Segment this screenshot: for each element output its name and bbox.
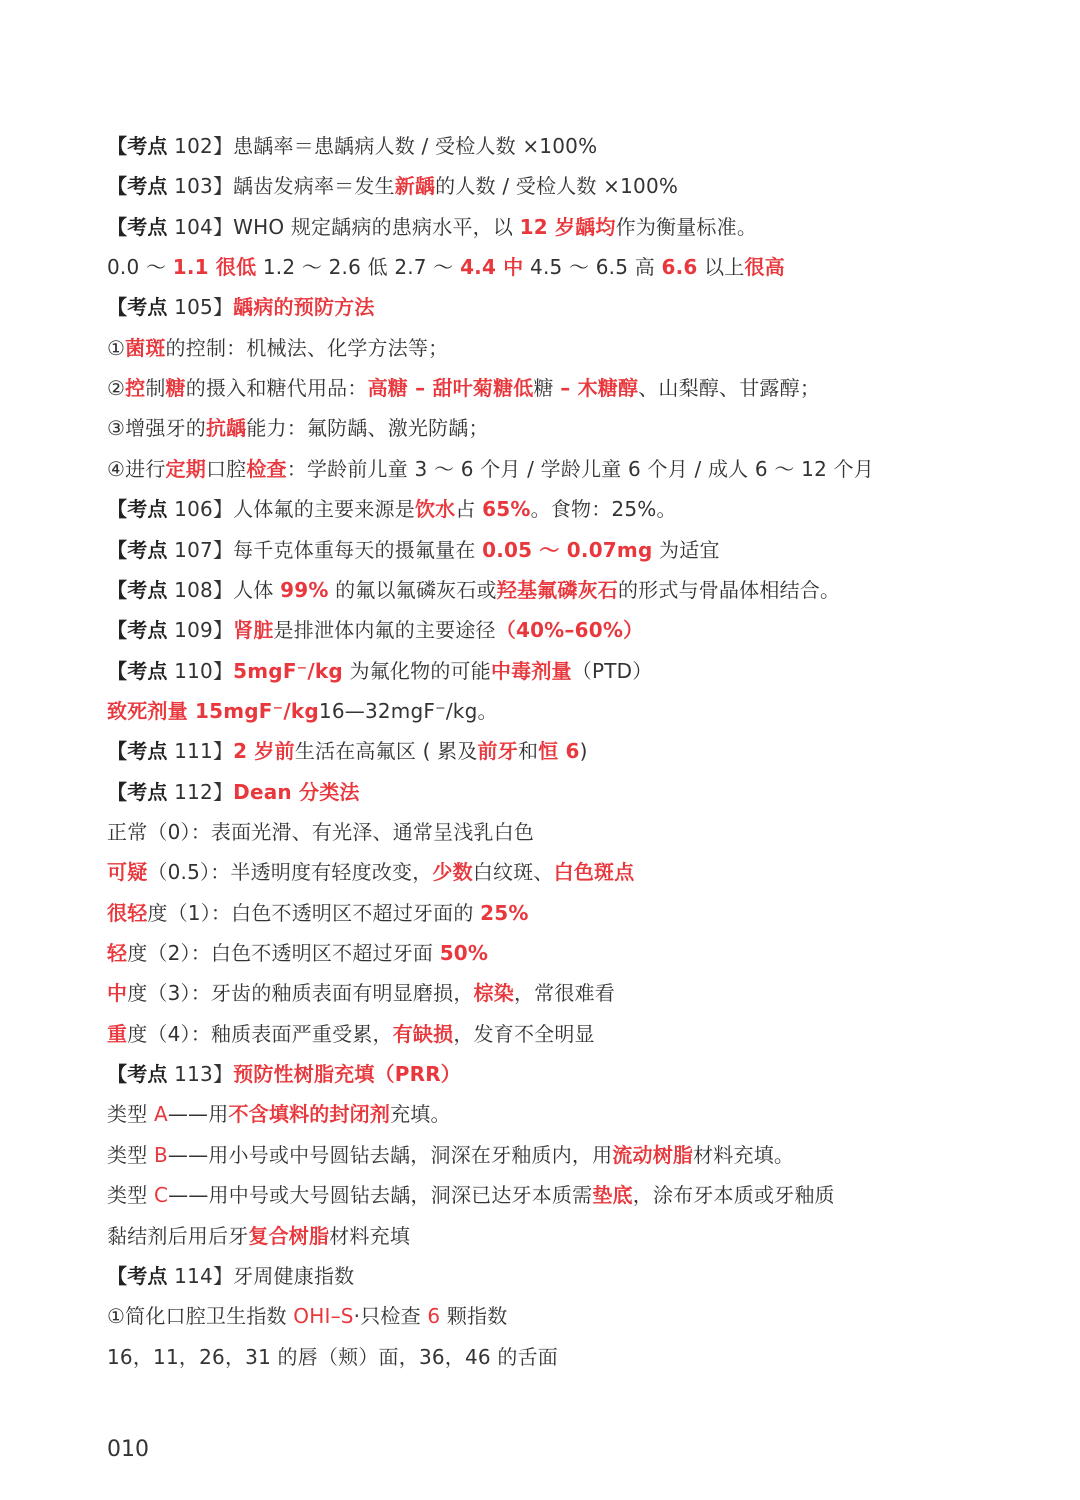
highlight-text: 少数 [432,860,473,885]
text-line [107,1262,354,1290]
body-text: 103】龋齿发病率＝发生 [167,174,395,199]
body-text: 占 [455,497,483,522]
highlight-text: 重 [107,1021,128,1046]
highlight-text: 高糖 – 甜叶菊糖低 [367,376,534,401]
topic-label: 【考点 [107,174,168,199]
highlight-text: 中毒剂量 [490,658,572,683]
highlight-text: 菌斑 [125,335,166,360]
text-line [107,455,874,483]
body-text: （0.5）：半透明度有轻度改变， [147,860,433,885]
highlight-text: 定期 [165,456,206,481]
highlight-text: 12 岁龋均 [519,214,616,239]
highlight-text: 复合树脂 [248,1223,330,1248]
body-text: 的氟以氟磷灰石或 [328,577,497,602]
text-line [107,253,785,281]
text-line [107,1060,461,1088]
body-text: 作为衡量标准。 [615,214,758,239]
highlight-text: 抗龋 [205,416,247,441]
highlight-text: OHI–S [293,1304,354,1329]
body-text: 107】每千克体重每天的摄氟量在 [167,537,483,562]
highlight-text: A [153,1102,168,1127]
text-line [107,1222,410,1250]
highlight-text: – 木糖醇 [560,376,639,401]
body-text: 类型 [107,1102,154,1127]
topic-label: 【考点 [107,537,168,562]
highlight-text: 6 [427,1304,441,1329]
topic-label: 【考点 [107,779,168,804]
body-text: ——用 [167,1102,229,1127]
body-text: 0.0 ～ [107,255,173,280]
text-line [107,374,820,402]
body-text: 16，11，26，31 的唇（颊）面，36，46 的舌面 [107,1344,559,1369]
highlight-text: 轻 [107,941,128,965]
body-text: 113】 [167,1062,234,1087]
highlight-text: 65% [482,497,531,522]
body-text: 的形式与骨晶体相结合。 [617,577,841,602]
body-text: 为氟化物的可能 [342,658,491,683]
text-line [107,213,757,241]
highlight-text: C [153,1183,169,1208]
body-text: 102】患龋率＝患龋病人数 / 受检人数 ×100% [167,134,598,158]
body-text: 白纹斑、 [472,860,554,885]
topic-label: 【考点 [107,214,168,239]
body-text: ·只检查 [353,1304,428,1329]
highlight-text: 控 [125,376,146,401]
body-text: 度（1）：白色不透明区不超过牙面的 [147,900,481,925]
body-text: 的人数 / 受检人数 ×100% [435,174,679,199]
highlight-text: 5mgF⁻/kg [233,658,343,683]
highlight-text: 99% [280,577,329,602]
body-text: 黏结剂后用后牙 [107,1223,249,1248]
body-text: ① [107,335,126,360]
body-text: 材料充填 [329,1223,411,1248]
body-text: 能力：氟防龋、激光防龋； [246,416,489,441]
topic-label: 【考点 [107,497,168,522]
highlight-text: 前牙 [477,739,518,764]
text-line [107,495,677,523]
body-text: 材料充填。 [693,1142,795,1167]
body-text: 度（3）：牙齿的釉质表面有明显磨损， [127,981,474,1006]
highlight-text: 2 岁前 [233,739,295,764]
body-text: 105】 [167,295,234,320]
text-line [107,1302,508,1330]
text-line [107,1343,558,1371]
highlight-text: 白色斑点 [553,860,635,885]
topic-label: 【考点 [107,577,168,602]
topic-label: 【考点 [107,1062,168,1087]
highlight-text: 很高 [744,255,785,280]
text-line [107,334,448,362]
highlight-text: 龋病的预防方法 [233,295,375,320]
body-text: 114】牙周健康指数 [167,1263,355,1288]
highlight-text: 很轻 [107,900,148,925]
body-text: 类型 [107,1183,154,1208]
body-text: 108】人体 [167,577,281,602]
body-text: ①简化口腔卫生指数 [107,1304,294,1329]
highlight-text: 预防性树脂充填（PRR） [233,1062,461,1087]
body-text: ，涂布牙本质或牙釉质 [632,1183,835,1208]
body-text: ) [579,739,588,764]
topic-label: 【考点 [107,134,168,158]
body-text: 充填。 [390,1102,451,1127]
text-line [107,1141,794,1169]
highlight-text: 6.6 [661,255,698,280]
body-text: 109】 [167,618,234,643]
body-text: 口腔 [205,456,247,481]
body-text: 4.5 ～ 6.5 高 [523,255,662,280]
body-text: 112】 [167,779,234,804]
highlight-text: Dean 分类法 [233,779,360,804]
body-text: 为适宜 [652,537,720,562]
text-line [107,616,643,644]
body-text: 糖 [533,376,561,401]
body-text: 度（4）：釉质表面严重受累， [127,1021,393,1046]
body-text: 的摄入和糖代用品： [185,376,368,401]
text-line [107,414,489,442]
body-text: 制 [145,376,166,401]
body-text: 104】WHO 规定龋病的患病水平，以 [167,214,520,239]
body-text: 颗指数 [440,1304,508,1329]
highlight-text: 新龋 [394,174,436,199]
topic-label: 【考点 [107,739,168,764]
text-line [107,293,375,321]
body-text: 度（2）：白色不透明区不超过牙面 [127,941,440,965]
body-text: 生活在高氟区 ( 累及 [294,739,478,764]
highlight-text: 25% [480,900,529,925]
text-line [107,858,634,886]
topic-label: 【考点 [107,618,168,643]
highlight-text: 50% [439,941,489,965]
highlight-text: （40%–60%） [495,618,644,643]
text-line [107,1020,595,1048]
body-text: 是排泄体内氟的主要途径 [273,618,496,643]
body-text: 。食物：25%。 [530,497,677,522]
highlight-text: 1.1 很低 [172,255,257,280]
highlight-text: 恒 6 [538,739,580,764]
highlight-text: 饮水 [414,497,456,522]
body-text: ② [107,376,126,401]
text-line [107,818,534,846]
highlight-text: 检查 [246,456,287,481]
body-text: 正常（0）：表面光滑、有光泽、通常呈浅乳白色 [107,820,535,844]
text-line [107,697,498,725]
body-text: 111】 [167,739,234,764]
body-text: 110】 [167,658,234,683]
text-line [107,778,360,806]
text-line [107,899,529,927]
body-text: ，常很难看 [513,981,615,1006]
text-line [107,1181,835,1209]
text-line [107,576,840,604]
text-line [107,1100,451,1128]
body-text: 和 [517,739,539,764]
body-text: 、山梨醇、甘露醇； [638,376,821,401]
highlight-text: B [153,1142,168,1167]
text-line [107,979,615,1007]
body-text: ④进行 [107,456,166,481]
body-text: 106】人体氟的主要来源是 [167,497,415,522]
body-text: ③增强牙的 [107,416,206,441]
topic-label: 【考点 [107,658,168,683]
highlight-text: 0.05 ～ 0.07mg [482,537,653,562]
highlight-text: 羟基氟磷灰石 [496,577,618,602]
highlight-text: 有缺损 [392,1021,454,1046]
page-number: 010 [107,1437,149,1462]
text-line [107,536,720,564]
text-line [107,657,652,685]
body-text: 16—32mgF⁻/kg。 [318,698,498,723]
body-text: 以上 [697,255,745,280]
topic-label: 【考点 [107,1263,168,1288]
text-line [107,737,588,765]
highlight-text: 可疑 [107,860,148,885]
text-line [107,132,597,160]
topic-label: 【考点 [107,295,168,320]
body-text: 的控制：机械法、化学方法等； [165,335,449,360]
text-line [107,939,488,967]
highlight-text: 垫底 [592,1183,633,1208]
highlight-text: 糖 [165,376,186,401]
highlight-text: 肾脏 [233,618,274,643]
highlight-text: 棕染 [473,981,514,1006]
body-text: ：学龄前儿童 3 ～ 6 个月 / 学龄儿童 6 个月 / 成人 6 ～ 12 个月 [286,456,874,481]
body-text: （PTD） [571,658,653,683]
body-text: ——用中号或大号圆钻去龋，洞深已达牙本质需 [168,1183,593,1208]
body-text: ，发育不全明显 [453,1021,595,1046]
highlight-text: 致死剂量 15mgF⁻/kg [107,698,319,723]
text-line [107,172,678,200]
body-text: ——用小号或中号圆钻去龋，洞深在牙釉质内，用 [167,1142,613,1167]
highlight-text: 流动树脂 [612,1142,694,1167]
highlight-text: 4.4 中 [460,255,524,280]
highlight-text: 中 [107,981,128,1006]
body-text: 1.2 ～ 2.6 低 2.7 ～ [256,255,461,280]
highlight-text: 不含填料的封闭剂 [228,1102,391,1127]
body-text: 类型 [107,1142,154,1167]
